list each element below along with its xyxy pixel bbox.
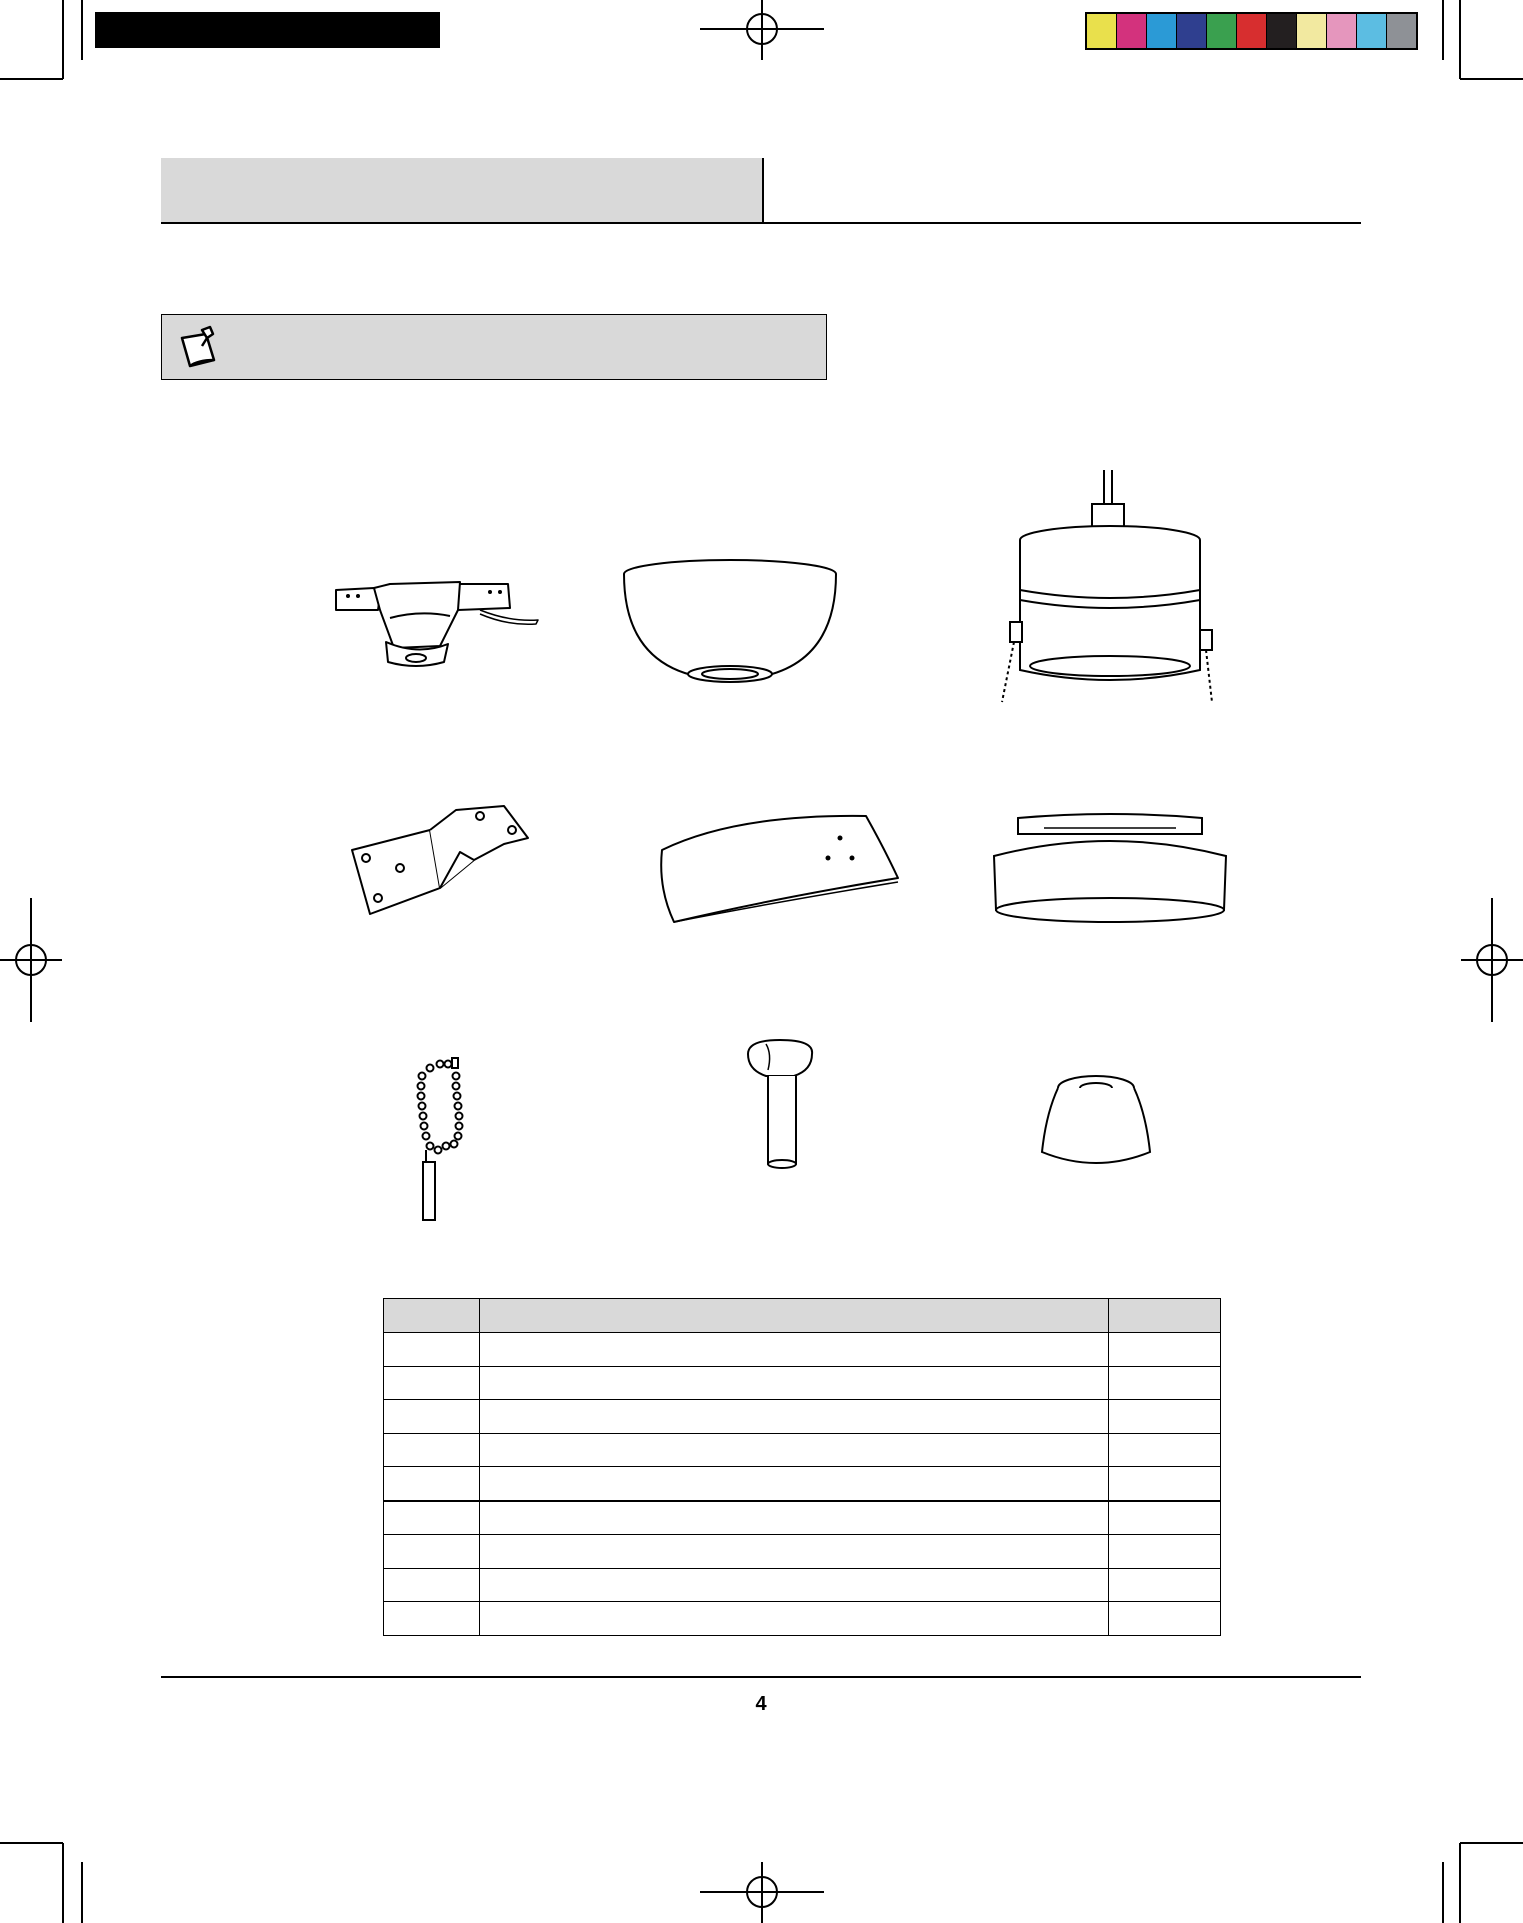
- description-cell: [480, 1602, 1109, 1636]
- canopy: [618, 556, 848, 688]
- table-row: [384, 1433, 1221, 1467]
- table-row: [384, 1333, 1221, 1367]
- quantity-cell: [1109, 1366, 1221, 1400]
- part-cell: [384, 1602, 480, 1636]
- registration-target-top: [700, 0, 824, 60]
- note-pad-icon: [176, 324, 224, 372]
- quantity-cell: [1109, 1602, 1221, 1636]
- part-cell: [384, 1400, 480, 1434]
- quantity-cell: [1109, 1467, 1221, 1501]
- part-cell: [384, 1467, 480, 1501]
- quantity-cell: [1109, 1568, 1221, 1602]
- quantity-cell: [1109, 1400, 1221, 1434]
- registration-target-right: [1461, 898, 1523, 1022]
- header-cell-description: [480, 1299, 1109, 1333]
- registration-target-left: [0, 898, 62, 1022]
- mounting-bracket: [330, 570, 550, 680]
- table-row: [384, 1400, 1221, 1434]
- parts-table-header: [384, 1299, 1221, 1333]
- quantity-cell: [1109, 1333, 1221, 1367]
- section-header: [161, 158, 1361, 224]
- table-row: [384, 1467, 1221, 1501]
- footer-rule: [161, 1676, 1361, 1678]
- switch-housing: [990, 806, 1230, 926]
- table-row: [384, 1366, 1221, 1400]
- description-cell: [480, 1535, 1109, 1569]
- parts-table: [383, 1298, 1221, 1636]
- motor-assembly: [990, 470, 1230, 706]
- header-cell-quantity: [1109, 1299, 1221, 1333]
- part-cell: [384, 1568, 480, 1602]
- page-number: 4: [755, 1693, 767, 1715]
- part-cell: [384, 1433, 480, 1467]
- table-row: [384, 1501, 1221, 1535]
- pull-chain: [410, 1054, 480, 1224]
- description-cell: [480, 1501, 1109, 1535]
- part-cell: [384, 1366, 480, 1400]
- table-row: [384, 1535, 1221, 1569]
- description-cell: [480, 1366, 1109, 1400]
- fan-blade: [656, 808, 902, 928]
- section-header-shade: [161, 158, 764, 222]
- part-cell: [384, 1535, 480, 1569]
- part-cell: [384, 1501, 480, 1535]
- quantity-cell: [1109, 1433, 1221, 1467]
- table-row: [384, 1568, 1221, 1602]
- note-box: [161, 314, 827, 380]
- header-cell-part: [384, 1299, 480, 1333]
- coupling-cover: [1038, 1074, 1154, 1168]
- table-row: [384, 1602, 1221, 1636]
- downrod: [744, 1036, 818, 1174]
- description-cell: [480, 1467, 1109, 1501]
- description-cell: [480, 1400, 1109, 1434]
- description-cell: [480, 1333, 1109, 1367]
- description-cell: [480, 1568, 1109, 1602]
- blade-arm: [348, 800, 536, 920]
- description-cell: [480, 1433, 1109, 1467]
- quantity-cell: [1109, 1501, 1221, 1535]
- quantity-cell: [1109, 1535, 1221, 1569]
- part-cell: [384, 1333, 480, 1367]
- registration-target-bottom: [700, 1862, 824, 1923]
